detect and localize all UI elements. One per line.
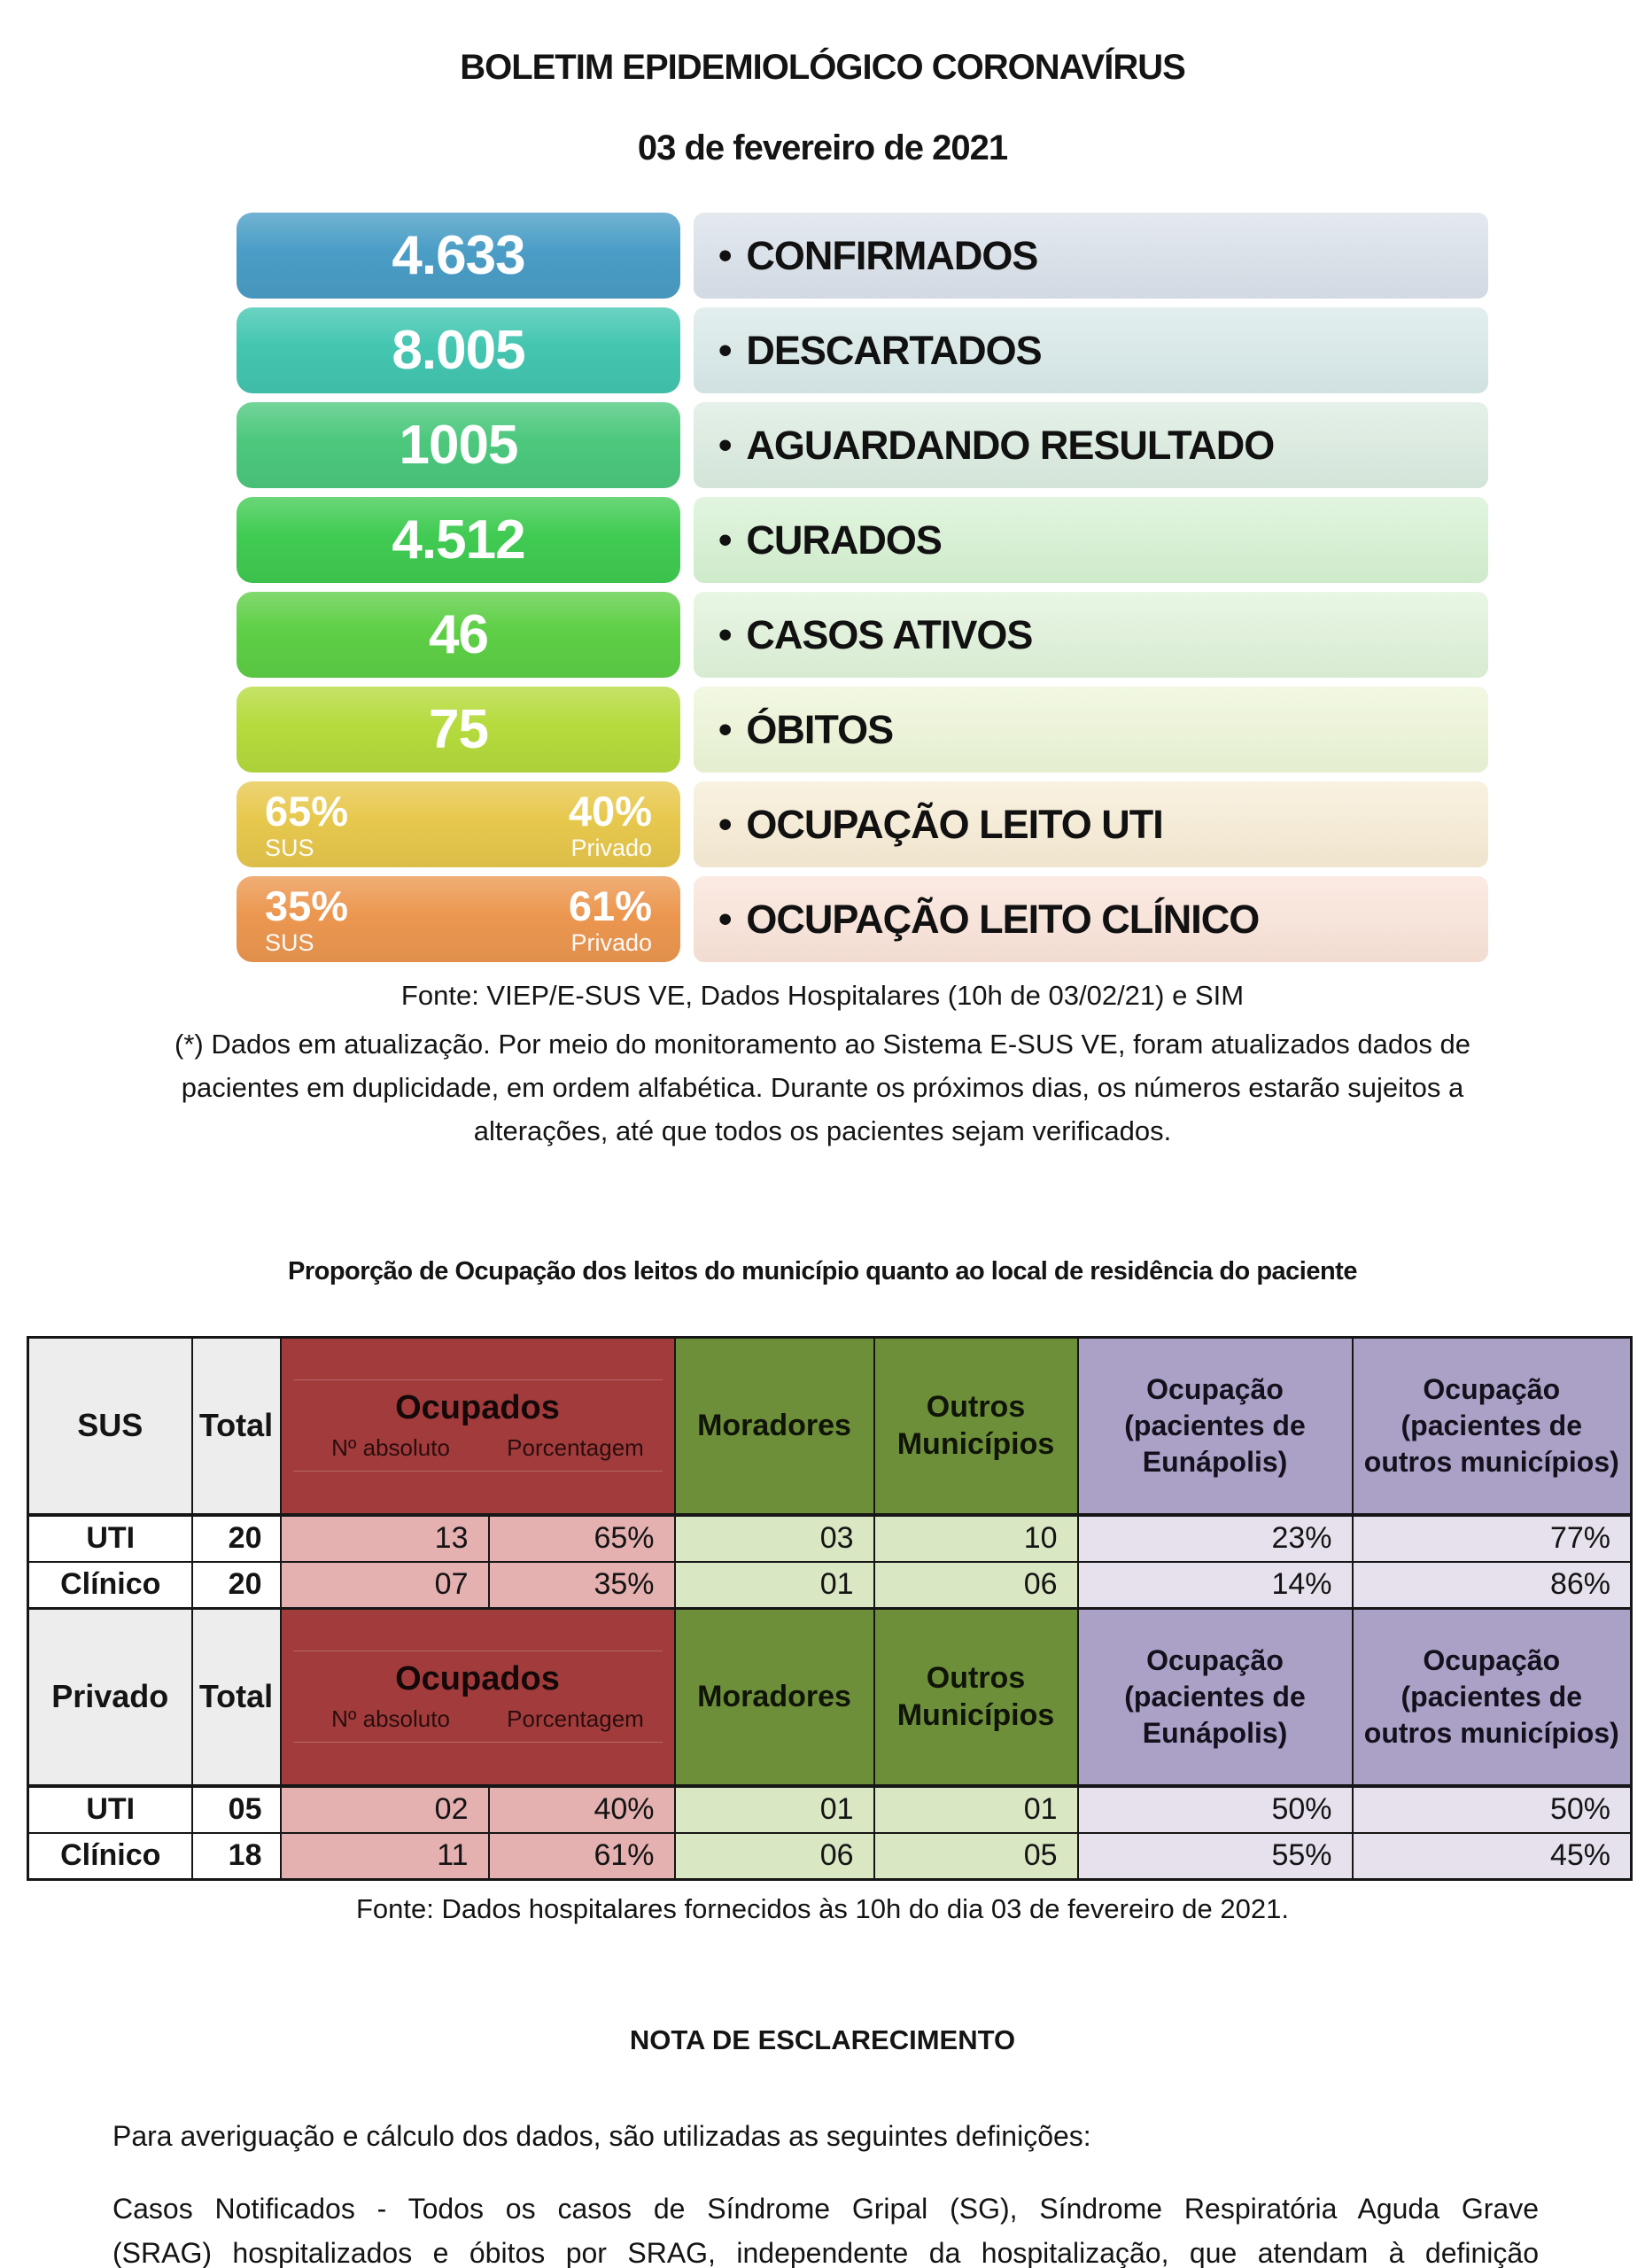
stat-label: OCUPAÇÃO LEITO CLÍNICO [746,896,1260,942]
occupancy-sus-label: SUS [265,834,314,861]
occupancy-sus-value: 35% [265,882,349,929]
note-heading: NOTA DE ESCLARECIMENTO [629,2024,1016,2055]
header-outros-municipios: Outros Municípios [874,1609,1078,1786]
stat-label: CONFIRMADOS [746,232,1038,278]
cell-moradores: 01 [675,1786,874,1833]
occupancy-privado [569,883,652,956]
stat-value-pill [237,497,680,583]
cell-total: 18 [192,1833,281,1880]
bullet-icon: • [718,897,733,941]
occupancy-privado-value: 61% [568,882,652,929]
cell-outros: 05 [874,1833,1078,1880]
table-row-privado-uti [28,1786,1632,1833]
stat-value: 75 [429,699,488,760]
cell-ocup-eunapolis: 50% [1078,1786,1353,1833]
cell-ocupados-abs: 11 [281,1833,489,1880]
header-total: Total [192,1338,281,1515]
header-privado: Privado [28,1609,192,1786]
header-ocupados-box [293,1379,663,1472]
note-body [113,2186,1539,2268]
cell-ocup-eunapolis: 14% [1078,1562,1353,1609]
cell-ocupados-pct: 40% [489,1786,675,1833]
disclaimer-line: pacientes em duplicidade, em ordem alfabética. Durante os próximos dias, os números estarão sujeitos a [181,1072,1464,1103]
header-porcentagem: Porcentagem [507,1434,644,1462]
cell-ocup-eunapolis: 55% [1078,1833,1353,1880]
report-date: 03 de fevereiro de 2021 [637,128,1008,167]
table-row-sus-clinico [28,1562,1632,1609]
occupancy-privado-label: Privado [570,928,652,956]
header-ocupados [281,1338,675,1515]
cell-total: 20 [192,1515,281,1562]
header-ocupados-box [293,1651,663,1743]
cell-ocupados-pct: 65% [489,1515,675,1562]
stat-value: 8.005 [392,320,525,381]
note-intro: Para averiguação e cálculo dos dados, são utilizadas as seguintes definições: [113,2120,1091,2152]
cell-ocup-outros: 77% [1353,1515,1632,1562]
stat-bars [237,213,1488,962]
disclaimer-line: (*) Dados em atualização. Por meio do monitoramento ao Sistema E-SUS VE, foram atualizados dados de [175,1029,1470,1060]
bullet-icon: • [718,707,733,751]
table-row-privado-clinico [28,1833,1632,1880]
stat-row-ocupacao-uti [237,781,1488,867]
cell-ocup-outros: 86% [1353,1562,1632,1609]
header-ocupacao-outros: Ocupação (pacientes de outros municípios) [1353,1609,1632,1786]
stat-value-pill [237,687,680,773]
cell-total: 20 [192,1562,281,1609]
cell-total: 05 [192,1786,281,1833]
bullet-icon: • [718,233,733,277]
cell-moradores: 03 [675,1515,874,1562]
page-title: BOLETIM EPIDEMIOLÓGICO CORONAVÍRUS [460,48,1185,87]
occupancy-pill [237,876,680,962]
occupancy-privado [569,788,652,861]
stat-value: 1005 [399,415,518,476]
cell-ocupados-pct: 61% [489,1833,675,1880]
stat-label-pill [694,687,1488,773]
cell-outros: 01 [874,1786,1078,1833]
cell-tipo: UTI [28,1515,192,1562]
stat-value: 4.633 [392,225,525,286]
stat-label: CURADOS [746,517,942,563]
header-ocupados-title: Ocupados [395,1389,560,1427]
header-ocupados [281,1609,675,1786]
table-source-note: Fonte: Dados hospitalares fornecidos às 10h do dia 03 de fevereiro de 2021. [356,1893,1289,1924]
occupancy-privado-label: Privado [570,834,652,861]
stat-value-pill [237,402,680,488]
header-ocupacao-outros: Ocupação (pacientes de outros municípios) [1353,1338,1632,1515]
cell-ocupados-pct: 35% [489,1562,675,1609]
stat-label: OCUPAÇÃO LEITO UTI [746,801,1163,847]
header-sus: SUS [28,1338,192,1515]
cell-ocup-outros: 45% [1353,1833,1632,1880]
cell-ocup-outros: 50% [1353,1786,1632,1833]
table-row-sus-uti [28,1515,1632,1562]
header-n-absoluto: Nº absoluto [331,1705,450,1733]
occupancy-sus-value: 65% [265,787,349,835]
note-body-line: Casos Notificados - Todos os casos de Síndrome Gripal (SG), Síndrome Respiratória Aguda Grave [113,2193,1539,2225]
cell-ocupados-abs: 02 [281,1786,489,1833]
stat-label-pill [694,307,1488,393]
occupancy-sus-label: SUS [265,928,314,956]
cell-outros: 10 [874,1515,1078,1562]
disclaimer [0,1022,1645,1153]
cell-tipo: Clínico [28,1562,192,1609]
stat-label: ÓBITOS [746,706,894,752]
stat-label: CASOS ATIVOS [746,611,1033,657]
header-ocupados-title: Ocupados [395,1660,560,1698]
note-body-line: (SRAG) hospitalizados e óbitos por SRAG, independente da hospitalização, que atendam à definição [113,2237,1539,2268]
cell-moradores: 01 [675,1562,874,1609]
stat-row-curados [237,497,1488,583]
stat-label-pill [694,402,1488,488]
header-outros-municipios: Outros Municípios [874,1338,1078,1515]
header-n-absoluto: Nº absoluto [331,1434,450,1462]
cell-moradores: 06 [675,1833,874,1880]
bullet-icon: • [718,517,733,562]
stat-row-descartados [237,307,1488,393]
stat-value-pill [237,592,680,678]
cell-ocup-eunapolis: 23% [1078,1515,1353,1562]
occupancy-table [27,1336,1633,1881]
header-moradores: Moradores [675,1338,874,1515]
stat-label: DESCARTADOS [746,327,1042,373]
stat-label-pill [694,497,1488,583]
stat-label-pill [694,592,1488,678]
cell-ocupados-abs: 07 [281,1562,489,1609]
bullet-icon: • [718,328,733,372]
stat-row-aguardando [237,402,1488,488]
stat-row-casos-ativos [237,592,1488,678]
cell-ocupados-abs: 13 [281,1515,489,1562]
cell-tipo: UTI [28,1786,192,1833]
header-porcentagem: Porcentagem [507,1705,644,1733]
bullet-icon: • [718,612,733,656]
stat-value: 46 [429,604,488,665]
stat-row-confirmados [237,213,1488,299]
header-ocupados-sub [293,1705,663,1733]
table-header-row-sus [28,1338,1632,1515]
stat-row-obitos [237,687,1488,773]
header-total: Total [192,1609,281,1786]
disclaimer-line: alterações, até que todos os pacientes sejam verificados. [473,1115,1172,1146]
header-moradores: Moradores [675,1609,874,1786]
stat-row-ocupacao-clinico [237,876,1488,962]
stat-label-pill [694,876,1488,962]
stat-value-pill [237,213,680,299]
cell-tipo: Clínico [28,1833,192,1880]
header-ocupacao-eunapolis: Ocupação (pacientes de Eunápolis) [1078,1338,1353,1515]
table-header-row-privado [28,1609,1632,1786]
stat-label-pill [694,213,1488,299]
occupancy-sus [265,788,348,861]
occupancy-privado-value: 40% [568,787,652,835]
stat-value: 4.512 [392,509,525,571]
stat-label: AGUARDANDO RESULTADO [746,422,1275,468]
bullet-icon: • [718,802,733,846]
table-title: Proporção de Ocupação dos leitos do município quanto ao local de residência do paciente [288,1257,1357,1285]
bullet-icon: • [718,423,733,467]
stat-label-pill [694,781,1488,867]
header-ocupados-sub [293,1434,663,1462]
source-note: Fonte: VIEP/E-SUS VE, Dados Hospitalares (10h de 03/02/21) e SIM [400,980,1245,1011]
occupancy-pill [237,781,680,867]
cell-outros: 06 [874,1562,1078,1609]
occupancy-sus [265,883,348,956]
header-ocupacao-eunapolis: Ocupação (pacientes de Eunápolis) [1078,1609,1353,1786]
stat-value-pill [237,307,680,393]
